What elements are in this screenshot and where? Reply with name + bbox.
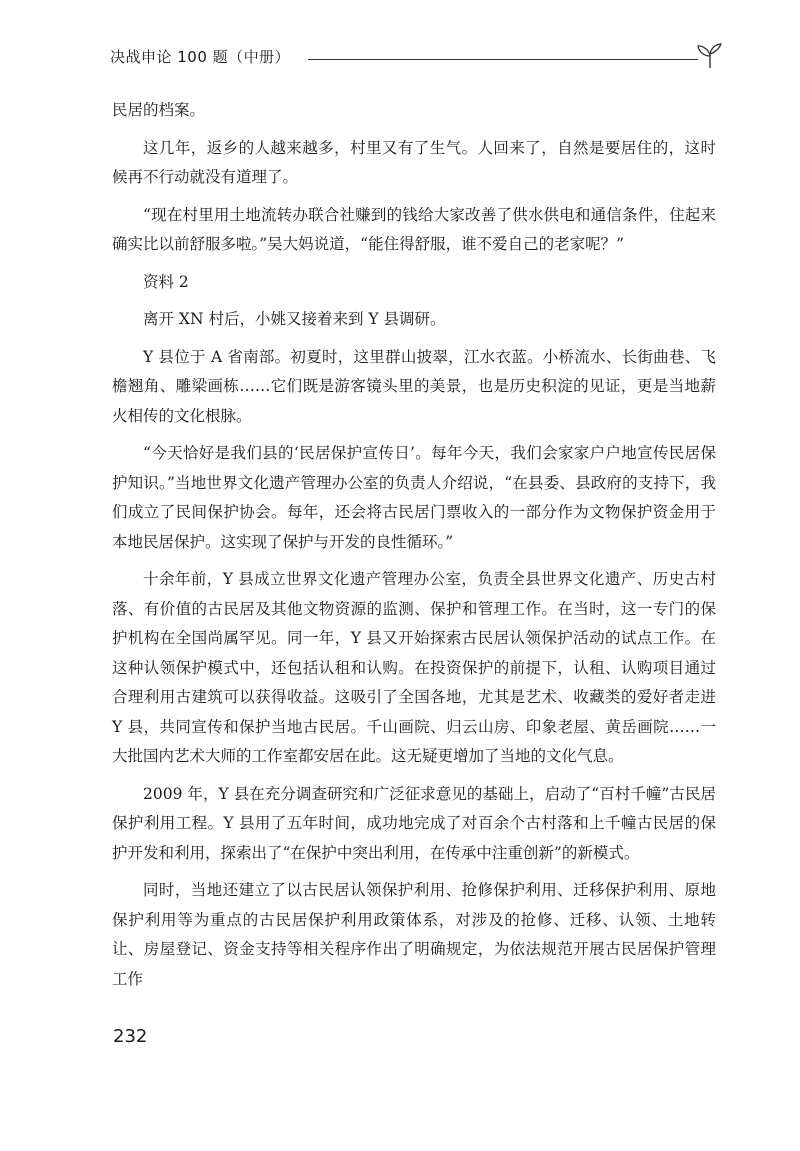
- header-rule: [308, 59, 698, 60]
- section-heading: 资料 2: [143, 272, 189, 291]
- paragraph: “今天恰好是我们县的‘民居保护宣传日’。每年今天，我们会家家户户地宣传民居保护知识。”当地世界文化遗产管理办公室的负责人介绍说，“在县委、县政府的支持下，我们成立了民间保护协会。每年，还会将古民居门票收入的一部分作为文物保护资金用于本地民居保护。这实现了保护与开发的良性循环。”: [112, 444, 716, 551]
- paragraph: 十余年前，Y 县成立世界文化遗产管理办公室，负责全县世界文化遗产、历史古村落、有价值的古民居及其他文物资源的监测、保护和管理工作。在当时，这一专门的保护机构在全国尚属罕见。同一年，Y 县又开始探索古民居认领保护活动的试点工作。在这种认领保护模式中，还包括认租和认购。在投资保护的前提下，认租、认购项目通过合理利用古建筑可以获得收益。这吸引了全国各地，尤其是艺术、收藏类的爱好者走进 Y 县，共同宣传和保护当地古民居。千山画院、归云山房、印象老屋、黄岳画院……一大批国内艺术大师的工作室都安居在此。这无疑更增加了当地的文化气息。: [112, 570, 716, 765]
- book-title: 决战申论 100 题（中册）: [110, 48, 291, 66]
- paragraph: Y 县位于 A 省南部。初夏时，这里群山披翠，江水衣蓝。小桥流水、长街曲巷、飞檐翘角、雕梁画栋……它们既是游客镜头里的美景，也是历史积淀的见证，更是当地薪火相传的文化根脉。: [112, 347, 716, 425]
- sprout-icon: [694, 42, 726, 70]
- paragraph: 同时，当地还建立了以古民居认领保护利用、抢修保护利用、迁移保护利用、原地保护利用等为重点的古民居保护利用政策体系，对涉及的抢修、迁移、认领、土地转让、房屋登记、资金支持等相关程序作出了明确规定，为依法规范开展古民居保护管理工作: [112, 881, 716, 988]
- paragraph: 民居的档案。: [112, 101, 206, 119]
- paragraph: “现在村里用土地流转办联合社赚到的钱给大家改善了供水供电和通信条件，住起来确实比以前舒服多啦。”吴大妈说道，“能住得舒服，谁不爱自己的老家呢？”: [112, 205, 716, 253]
- page-body: [112, 96, 716, 1002]
- paragraph: 这几年，返乡的人越来越多，村里又有了生气。人回来了，自然是要居住的，这时候再不行动就没有道理了。: [112, 138, 716, 186]
- paragraph: 2009 年，Y 县在充分调查研究和广泛征求意见的基础上，启动了“百村千幢”古民居保护利用工程。Y 县用了五年时间，成功地完成了对百余个古村落和上千幢古民居的保护开发和利用，探索出了“在保护中突出利用，在传承中注重创新”的新模式。: [112, 784, 716, 862]
- paragraph: 离开 XN 村后，小姚又接着来到 Y 县调研。: [143, 310, 446, 328]
- running-header: [110, 44, 720, 74]
- page-number: 232: [113, 1026, 148, 1047]
